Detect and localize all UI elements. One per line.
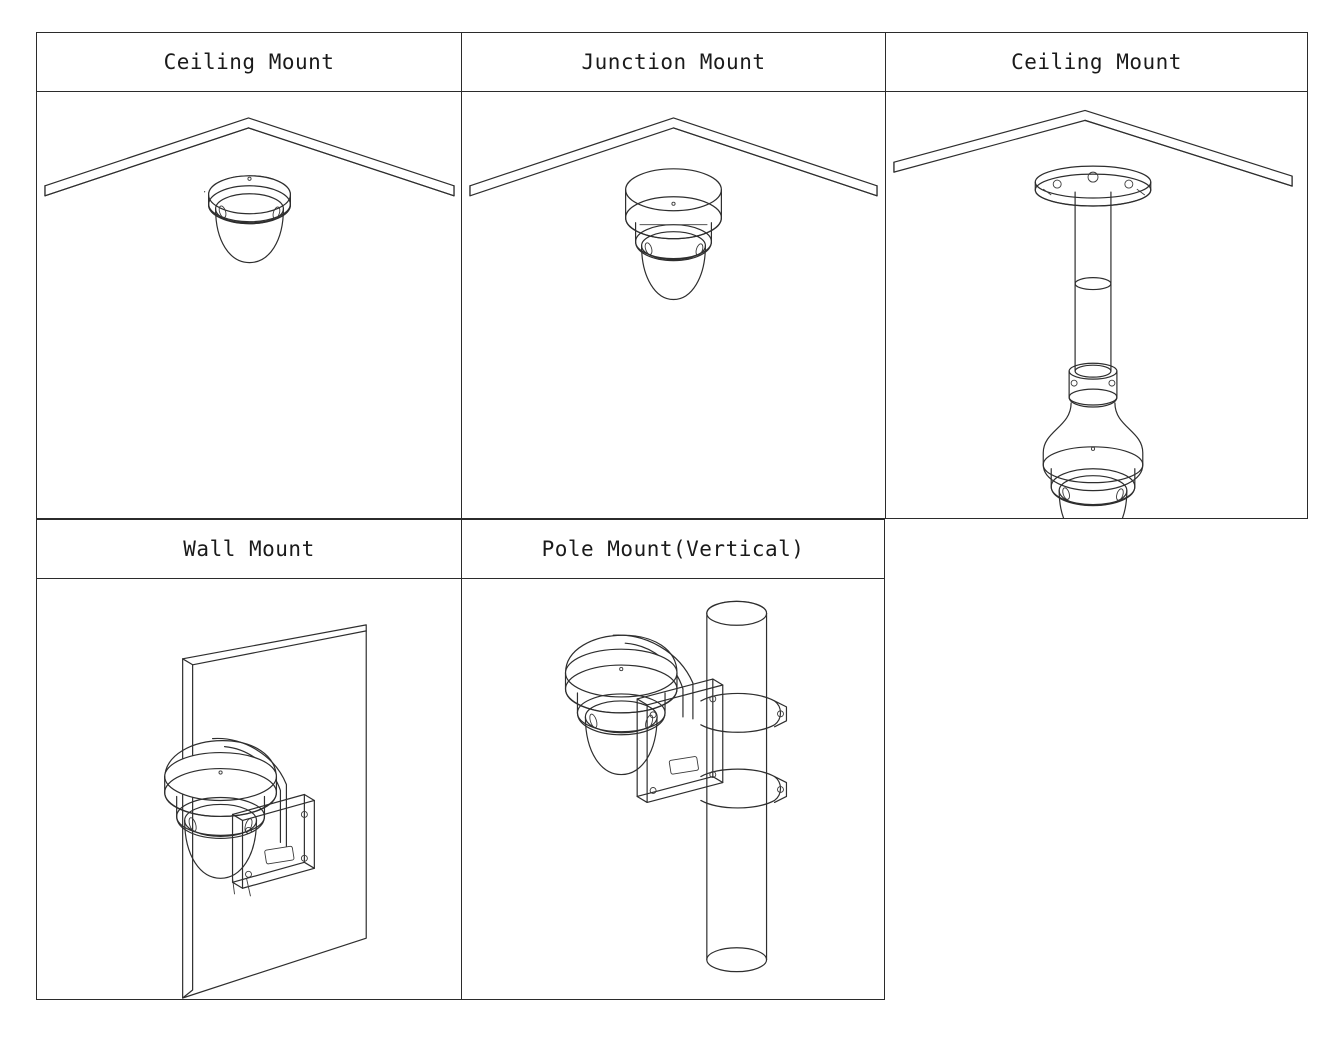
cell-header-junction-mount <box>461 32 885 92</box>
junction-mount-dome-icon <box>462 92 885 518</box>
pole-mount-vertical-dome-icon <box>462 579 884 999</box>
cell-illustration-junction-mount <box>461 92 885 519</box>
cell-header-pole-mount-vertical <box>461 519 885 579</box>
header-label: Ceiling Mount <box>163 50 335 74</box>
cell-header-ceiling-mount-2 <box>885 32 1308 92</box>
cell-illustration-ceiling-mount-1 <box>36 92 461 519</box>
header-label: Pole Mount(Vertical) <box>541 537 805 561</box>
header-label: Wall Mount <box>183 537 315 561</box>
cell-illustration-pole-mount-vertical <box>461 579 885 1000</box>
ceiling-mount-dome-icon <box>37 92 461 518</box>
cell-illustration-empty <box>885 579 1308 1000</box>
pendant-pole-ceiling-mount-icon <box>886 92 1307 518</box>
header-label: Ceiling Mount <box>1011 50 1182 74</box>
cell-illustration-ceiling-pendant-mount <box>885 92 1308 519</box>
mount-options-table <box>36 32 1308 1000</box>
wall-mount-dome-icon <box>37 579 461 999</box>
cell-header-empty <box>885 519 1308 579</box>
cell-header-wall-mount <box>36 519 461 579</box>
cell-illustration-wall-mount <box>36 579 461 1000</box>
header-label: Junction Mount <box>581 50 766 74</box>
cell-header-ceiling-mount-1 <box>36 32 461 92</box>
